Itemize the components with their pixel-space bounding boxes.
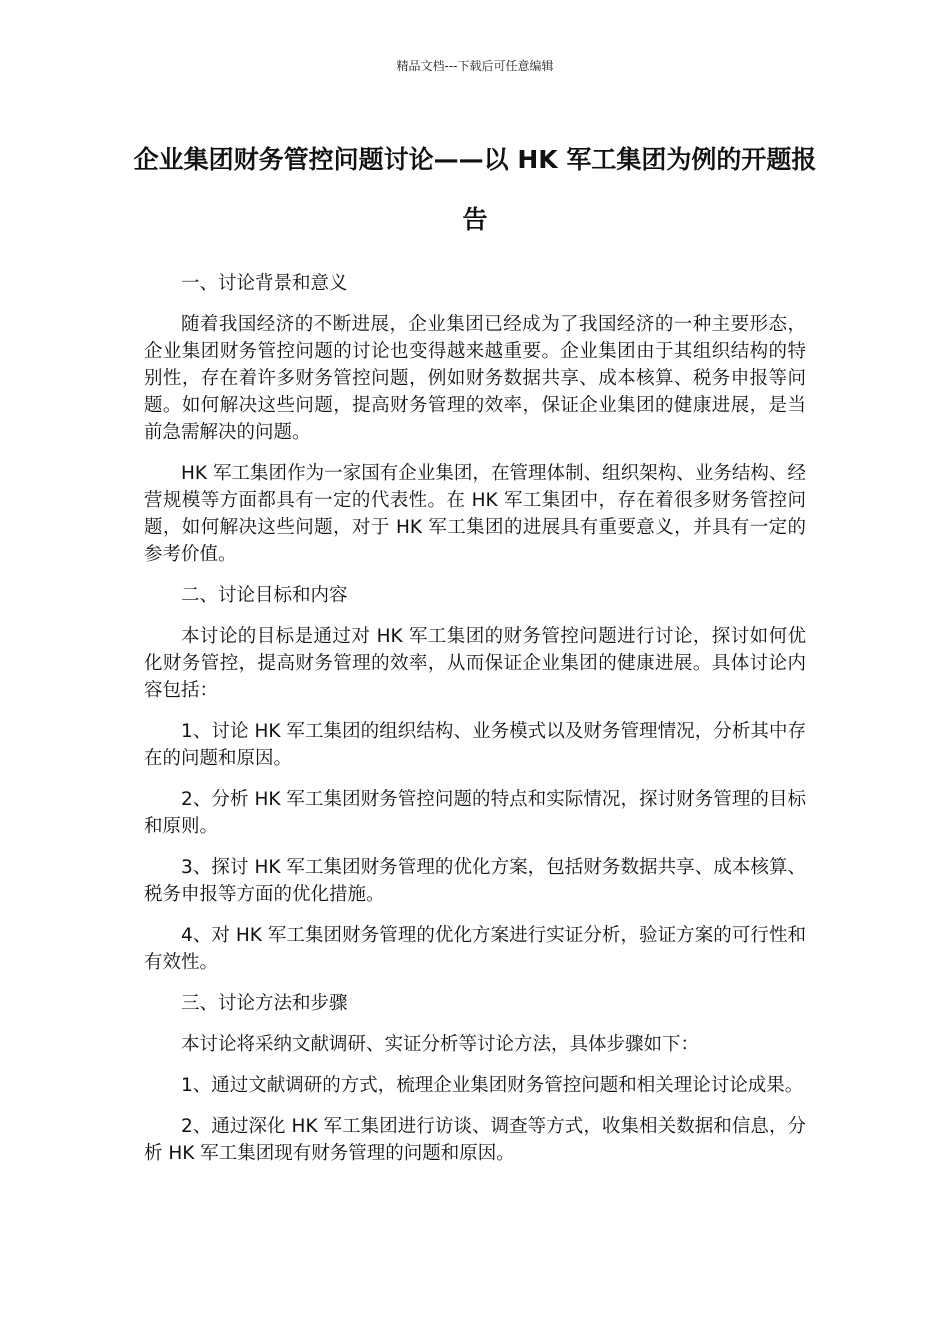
list-item: 2、通过深化 HK 军工集团进行访谈、调查等方式，收集相关数据和信息，分析 HK 军工集团现有财务管理的问题和原因。 <box>144 1116 806 1164</box>
list-item: 1、讨论 HK 军工集团的组织结构、业务模式以及财务管理情况，分析其中存在的问题和原因。 <box>144 721 806 769</box>
document-body <box>144 270 806 1181</box>
paragraph: 本讨论的目标是通过对 HK 军工集团的财务管控问题进行讨论，探讨如何优化财务管控，提高财务管理的效率，从而保证企业集团的健康进展。具体讨论内容包括： <box>144 626 806 701</box>
paragraph: HK 军工集团作为一家国有企业集团，在管理体制、组织架构、业务结构、经营规模等方面都具有一定的代表性。在 HK 军工集团中，存在着很多财务管控问题，如何解决这些问题，对于 HK 军工集团的进展具有重要意义，并具有一定的参考价值。 <box>144 463 806 565</box>
paragraph: 本讨论将采纳文献调研、实证分析等讨论方法，具体步骤如下： <box>181 1034 700 1055</box>
paragraph: 随着我国经济的不断进展，企业集团已经成为了我国经济的一种主要形态，企业集团财务管控问题的讨论也变得越来越重要。企业集团由于其组织结构的特别性，存在着许多财务管控问题，例如财务数据共享、成本核算、税务申报等问题。如何解决这些问题，提高财务管理的效率，保证企业集团的健康进展，是当前急需解决的问题。 <box>144 314 806 443</box>
section-heading-goals: 二、讨论目标和内容 <box>181 585 348 606</box>
page-header-note: 精品文档---下载后可任意编辑 <box>396 59 554 73</box>
section-heading-methods: 三、讨论方法和步骤 <box>181 993 348 1014</box>
list-item: 1、通过文献调研的方式，梳理企业集团财务管控问题和相关理论讨论成果。 <box>181 1075 804 1096</box>
document-title: 企业集团财务管控问题讨论——以 HK 军工集团为例的开题报告 <box>133 145 817 234</box>
list-item: 3、探讨 HK 军工集团财务管理的优化方案，包括财务数据共享、成本核算、税务申报等方面的优化措施。 <box>144 857 806 905</box>
list-item: 2、分析 HK 军工集团财务管控问题的特点和实际情况，探讨财务管理的目标和原则。 <box>144 789 806 837</box>
list-item: 4、对 HK 军工集团财务管理的优化方案进行实证分析，验证方案的可行性和有效性。 <box>144 925 806 973</box>
section-heading-background: 一、讨论背景和意义 <box>181 273 348 294</box>
